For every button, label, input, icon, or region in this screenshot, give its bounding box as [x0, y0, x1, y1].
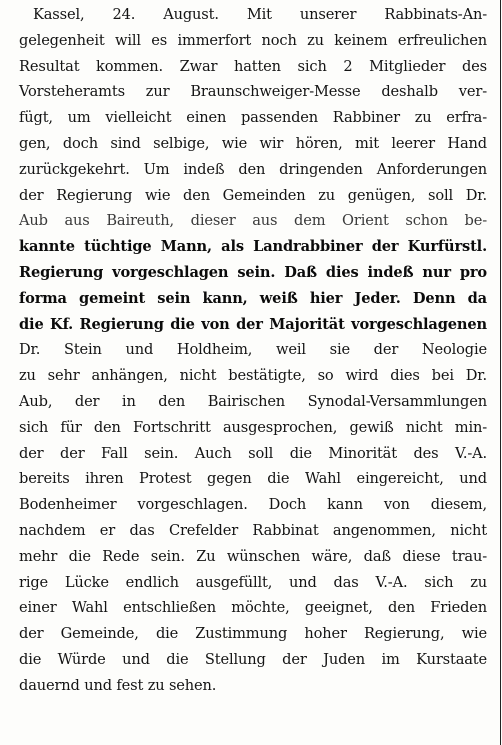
text-line: dauernd und fest zu sehen.	[19, 676, 217, 694]
column-rule	[500, 0, 501, 745]
text-line: fügt, um vielleicht einen passenden Rabbiner zu erfra-	[19, 109, 487, 127]
text-line: Regierung vorgeschlagen sein. Daß dies indeß nur pro	[19, 263, 487, 281]
text-line: Aub, der in den Bairischen Synodal-Versammlungen	[19, 392, 487, 410]
text-line: kannte tüchtige Mann, als Landrabbiner der Kurfürstl.	[19, 238, 487, 256]
text-line: forma gemeint sein kann, weiß hier Jeder. Denn da	[19, 289, 487, 307]
article-kassel	[19, 2, 487, 699]
text-line: zurückgekehrt. Um indeß den dringenden Anforderungen	[19, 160, 487, 178]
text-line: Vorsteheramts zur Braunschweiger-Messe deshalb ver-	[19, 83, 487, 101]
text-line: nachdem er das Crefelder Rabbinat angenommen, nicht	[19, 521, 487, 539]
text-line: die Kf. Regierung die von der Majorität vorgeschlagenen	[19, 315, 487, 333]
text-line: der der Fall sein. Auch soll die Minorität des V.-A.	[19, 444, 487, 462]
text-line: die Würde und die Stellung der Juden im Kurstaate	[19, 650, 487, 668]
text-line: zu sehr anhängen, nicht bestätigte, so wird dies bei Dr.	[19, 367, 487, 385]
text-line: gelegenheit will es immerfort noch zu keinem erfreulichen	[19, 31, 487, 49]
text-line: der Regierung wie den Gemeinden zu genügen, soll Dr.	[19, 186, 487, 204]
text-line: sich für den Fortschritt ausgesprochen, gewiß nicht min-	[19, 418, 487, 436]
text-line: rige Lücke endlich ausgefüllt, und das V.-A. sich zu	[19, 573, 487, 591]
text-line: bereits ihren Protest gegen die Wahl eingereicht, und	[19, 470, 487, 488]
text-line: Aub aus Baireuth, dieser aus dem Orient schon be-	[19, 212, 487, 230]
text-line: gen, doch sind selbige, wie wir hören, mit leerer Hand	[19, 134, 487, 152]
text-line: Resultat kommen. Zwar hatten sich 2 Mitglieder des	[19, 57, 487, 75]
text-line: Kassel, 24. August. Mit unserer Rabbinats-An-	[33, 6, 487, 23]
text-line: mehr die Rede sein. Zu wünschen wäre, daß diese trau-	[19, 547, 487, 565]
text-line: der Gemeinde, die Zustimmung hoher Regierung, wie	[19, 625, 487, 643]
text-line: einer Wahl entschließen möchte, geeignet, den Frieden	[19, 599, 487, 617]
text-line: Bodenheimer vorgeschlagen. Doch kann von diesem,	[19, 496, 487, 514]
text-line: Dr. Stein und Holdheim, weil sie der Neologie	[19, 341, 487, 359]
